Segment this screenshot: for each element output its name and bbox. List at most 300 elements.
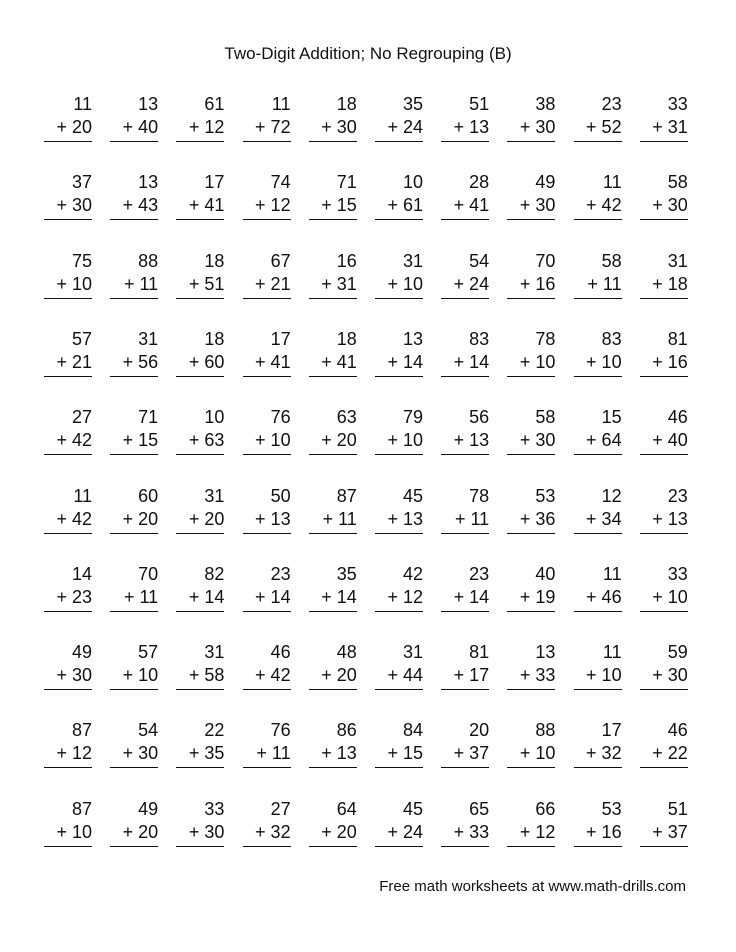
addend-bottom: + 16: [586, 821, 622, 842]
addition-problem: [307, 407, 357, 465]
addition-problem: [505, 564, 555, 622]
addition-problem: [505, 329, 555, 387]
addend-top: 13: [138, 94, 159, 114]
addition-problem: [572, 486, 622, 544]
addition-problem: [572, 94, 622, 152]
addend-bottom: + 24: [453, 273, 490, 294]
addend-top: 33: [204, 798, 225, 819]
answer-line: [176, 141, 224, 142]
addition-problem: [174, 564, 224, 622]
answer-line: [243, 454, 291, 455]
addition-problem: [174, 407, 224, 465]
addend-bottom: + 15: [122, 430, 159, 451]
addend-top: 53: [535, 485, 556, 506]
addend-top: 45: [402, 798, 423, 819]
addition-problem: [638, 564, 688, 622]
addend-bottom: + 12: [188, 117, 225, 137]
addition-problem: [108, 329, 158, 387]
answer-line: [110, 533, 158, 534]
addend-top: 78: [535, 328, 556, 349]
addend-top: 23: [270, 563, 291, 584]
addend-bottom: + 10: [652, 586, 688, 607]
addend-bottom: + 12: [387, 586, 423, 607]
answer-line: [44, 533, 92, 534]
addend-bottom: + 30: [56, 195, 92, 216]
addend-top: 12: [601, 485, 622, 506]
addend-bottom: + 31: [652, 117, 688, 137]
answer-line: [441, 611, 489, 612]
answer-line: [507, 533, 555, 534]
answer-line: [375, 611, 423, 612]
addend-top: 18: [336, 328, 357, 349]
answer-line: [375, 689, 423, 690]
addend-top: 82: [204, 563, 225, 584]
answer-line: [44, 611, 92, 612]
addition-problem: [108, 251, 158, 309]
answer-line: [507, 141, 555, 142]
addend-bottom: + 63: [188, 430, 225, 451]
addend-bottom: + 20: [321, 665, 357, 686]
addition-problem: [373, 486, 423, 544]
addition-problem: [42, 251, 92, 309]
addend-top: 46: [667, 720, 688, 741]
addend-top: 57: [138, 642, 159, 663]
addition-problem: [505, 642, 555, 700]
addend-bottom: + 10: [56, 821, 92, 842]
addition-problem: [108, 799, 158, 857]
answer-line: [243, 219, 291, 220]
answer-line: [441, 846, 489, 847]
addend-bottom: + 13: [453, 117, 490, 137]
addition-problem: [108, 94, 158, 152]
addend-top: 58: [601, 250, 622, 271]
addend-bottom: + 51: [188, 273, 225, 294]
answer-line: [441, 141, 489, 142]
addend-bottom: + 34: [586, 508, 622, 529]
addend-top: 54: [138, 720, 159, 741]
addend-bottom: + 14: [387, 351, 423, 372]
addition-problem: [174, 94, 224, 152]
addend-top: 76: [270, 720, 291, 741]
addition-problem: [373, 564, 423, 622]
addend-bottom: + 42: [56, 430, 92, 451]
addition-problem: [307, 329, 357, 387]
answer-line: [375, 767, 423, 768]
answer-line: [507, 376, 555, 377]
addend-bottom: + 33: [453, 821, 490, 842]
addend-bottom: + 20: [321, 430, 357, 451]
answer-line: [441, 767, 489, 768]
addition-problem: [439, 329, 489, 387]
addend-bottom: + 30: [56, 665, 92, 686]
addend-bottom: + 24: [387, 117, 423, 137]
answer-line: [640, 846, 688, 847]
addition-problem: [108, 407, 158, 465]
worksheet-title: Two-Digit Addition; No Regrouping (B): [224, 44, 512, 63]
addend-top: 65: [469, 798, 490, 819]
addend-bottom: + 58: [188, 665, 225, 686]
addition-problem: [373, 172, 423, 230]
addition-problem: [108, 172, 158, 230]
addend-bottom: + 36: [519, 508, 556, 529]
addition-problem: [108, 486, 158, 544]
answer-line: [243, 533, 291, 534]
addend-top: 14: [71, 563, 92, 584]
addend-bottom: + 20: [188, 508, 225, 529]
answer-line: [44, 219, 92, 220]
addend-top: 76: [270, 407, 291, 428]
addition-problem: [505, 172, 555, 230]
addition-problem: [373, 799, 423, 857]
addend-bottom: + 11: [454, 508, 490, 529]
answer-line: [309, 611, 357, 612]
addend-bottom: + 32: [255, 821, 291, 842]
addend-top: 86: [336, 720, 357, 741]
addend-bottom: + 21: [56, 351, 92, 372]
addend-bottom: + 14: [321, 586, 357, 607]
addend-bottom: + 15: [321, 195, 357, 216]
addition-problem: [638, 720, 688, 778]
addition-problem: [439, 486, 489, 544]
addend-top: 49: [535, 172, 556, 193]
answer-line: [574, 533, 622, 534]
addition-problem: [439, 94, 489, 152]
answer-line: [176, 219, 224, 220]
answer-line: [574, 689, 622, 690]
addition-problem: [42, 799, 92, 857]
addend-top: 42: [402, 563, 423, 584]
addition-problem: [42, 642, 92, 700]
answer-line: [44, 141, 92, 142]
addition-problem: [174, 172, 224, 230]
addend-top: 57: [71, 328, 92, 349]
addend-top: 31: [402, 642, 423, 663]
addend-top: 88: [535, 720, 556, 741]
answer-line: [309, 376, 357, 377]
answer-line: [441, 298, 489, 299]
addition-problem: [373, 94, 423, 152]
answer-line: [110, 611, 158, 612]
addend-top: 10: [402, 172, 423, 193]
answer-line: [574, 846, 622, 847]
addend-top: 45: [402, 485, 423, 506]
addend-bottom: + 40: [652, 430, 688, 451]
addend-bottom: + 30: [519, 430, 556, 451]
addend-bottom: + 30: [321, 117, 357, 137]
addend-top: 66: [535, 798, 556, 819]
addend-top: 17: [270, 328, 291, 349]
answer-line: [110, 689, 158, 690]
addend-bottom: + 13: [321, 743, 357, 764]
addend-bottom: + 60: [188, 351, 225, 372]
addition-problem: [638, 407, 688, 465]
addition-problem: [241, 720, 291, 778]
answer-line: [110, 141, 158, 142]
answer-line: [309, 298, 357, 299]
answer-line: [110, 846, 158, 847]
addition-problem: [638, 799, 688, 857]
addend-bottom: + 30: [652, 195, 688, 216]
answer-line: [375, 533, 423, 534]
addition-problem: [307, 720, 357, 778]
addition-problem: [439, 251, 489, 309]
addend-top: 59: [667, 642, 688, 663]
answer-line: [640, 376, 688, 377]
addition-problem: [439, 564, 489, 622]
addend-bottom: + 20: [122, 821, 159, 842]
addend-bottom: + 37: [453, 743, 490, 764]
addend-bottom: + 31: [321, 273, 357, 294]
answer-line: [176, 767, 224, 768]
addend-bottom: + 11: [123, 273, 159, 294]
addition-problem: [373, 407, 423, 465]
addition-problem: [572, 329, 622, 387]
addend-bottom: + 32: [586, 743, 622, 764]
answer-line: [309, 767, 357, 768]
addend-top: 81: [667, 328, 688, 349]
answer-line: [243, 141, 291, 142]
addend-bottom: + 16: [652, 351, 688, 372]
addend-top: 31: [204, 485, 225, 506]
addend-bottom: + 30: [652, 665, 688, 686]
answer-line: [574, 376, 622, 377]
answer-line: [110, 298, 158, 299]
answer-line: [176, 533, 224, 534]
addend-bottom: + 13: [255, 508, 291, 529]
addition-problem: [241, 329, 291, 387]
addend-top: 31: [402, 250, 423, 271]
addend-top: 79: [402, 407, 423, 428]
answer-line: [574, 611, 622, 612]
answer-line: [507, 454, 555, 455]
addition-problem: [307, 564, 357, 622]
answer-line: [441, 219, 489, 220]
addition-problem: [572, 642, 622, 700]
answer-line: [176, 689, 224, 690]
answer-line: [44, 454, 92, 455]
addition-problem: [572, 799, 622, 857]
addend-top: 40: [535, 563, 556, 584]
addend-bottom: + 11: [123, 586, 159, 607]
answer-line: [110, 376, 158, 377]
addend-bottom: + 11: [256, 743, 291, 764]
addend-top: 33: [667, 563, 688, 584]
addition-problem: [241, 799, 291, 857]
answer-line: [507, 689, 555, 690]
addend-top: 23: [469, 563, 490, 584]
addend-top: 10: [204, 407, 225, 428]
answer-line: [309, 141, 357, 142]
addend-bottom: + 41: [321, 351, 357, 372]
addition-problem: [241, 251, 291, 309]
answer-line: [640, 533, 688, 534]
addend-top: 15: [601, 407, 622, 428]
addend-top: 17: [601, 720, 622, 741]
addend-bottom: + 14: [453, 351, 490, 372]
answer-line: [243, 611, 291, 612]
addend-bottom: + 17: [453, 665, 490, 686]
addition-problem: [572, 172, 622, 230]
addend-bottom: + 19: [519, 586, 556, 607]
answer-line: [176, 376, 224, 377]
answer-line: [375, 141, 423, 142]
answer-line: [640, 611, 688, 612]
addend-top: 58: [535, 407, 556, 428]
addition-problem: [505, 94, 555, 152]
answer-line: [309, 533, 357, 534]
addend-top: 53: [601, 798, 622, 819]
addend-bottom: + 10: [122, 665, 159, 686]
addend-bottom: + 20: [122, 508, 159, 529]
addend-top: 27: [71, 407, 92, 428]
addend-bottom: + 10: [519, 743, 556, 764]
addend-bottom: + 33: [519, 665, 556, 686]
addition-problem: [307, 172, 357, 230]
addition-problem: [174, 329, 224, 387]
answer-line: [640, 454, 688, 455]
addend-top: 87: [336, 485, 357, 506]
addend-top: 17: [204, 172, 225, 193]
answer-line: [176, 298, 224, 299]
answer-line: [375, 376, 423, 377]
addition-problem: [307, 251, 357, 309]
addend-top: 56: [469, 407, 490, 428]
addend-bottom: + 22: [652, 743, 688, 764]
addend-bottom: + 11: [322, 508, 357, 529]
addend-bottom: + 42: [56, 508, 92, 529]
addition-problem: [42, 329, 92, 387]
answer-line: [176, 611, 224, 612]
answer-line: [309, 846, 357, 847]
addend-top: 35: [336, 563, 357, 584]
answer-line: [309, 454, 357, 455]
addend-bottom: + 43: [122, 195, 159, 216]
answer-line: [507, 219, 555, 220]
addend-top: 81: [469, 642, 490, 663]
addend-bottom: + 10: [387, 430, 423, 451]
answer-line: [507, 298, 555, 299]
addend-top: 84: [402, 720, 423, 741]
addition-problem: [307, 799, 357, 857]
addition-problem: [572, 251, 622, 309]
addition-problem: [439, 642, 489, 700]
addition-problem: [174, 251, 224, 309]
addend-top: 46: [270, 642, 291, 663]
addend-top: 11: [602, 563, 622, 584]
addend-bottom: + 40: [122, 117, 159, 137]
addend-top: 83: [601, 328, 622, 349]
addend-top: 16: [336, 250, 357, 271]
addition-problem: [241, 486, 291, 544]
addition-problem: [373, 251, 423, 309]
addition-problem: [174, 642, 224, 700]
addend-top: 13: [402, 328, 423, 349]
addend-top: 31: [204, 642, 225, 663]
addend-bottom: + 11: [587, 273, 622, 294]
addition-problem: [241, 564, 291, 622]
addend-top: 18: [204, 328, 225, 349]
addend-bottom: + 61: [387, 195, 423, 216]
addend-bottom: + 30: [188, 821, 225, 842]
addend-bottom: + 16: [519, 273, 556, 294]
addition-problem: [572, 407, 622, 465]
addend-bottom: + 42: [586, 195, 622, 216]
addend-bottom: + 46: [586, 586, 622, 607]
addend-bottom: + 15: [387, 743, 423, 764]
addition-problem: [108, 642, 158, 700]
addend-top: 11: [73, 94, 92, 114]
addend-bottom: + 64: [586, 430, 622, 451]
addition-problem: [42, 94, 92, 152]
addition-problem: [572, 720, 622, 778]
addend-top: 11: [602, 642, 622, 663]
addend-top: 71: [336, 172, 357, 193]
addend-top: 51: [667, 798, 688, 819]
addition-problem: [505, 407, 555, 465]
addition-problem: [439, 407, 489, 465]
addition-problem: [638, 251, 688, 309]
addend-top: 87: [71, 720, 92, 741]
addend-bottom: + 30: [519, 195, 556, 216]
addend-top: 70: [138, 563, 159, 584]
addend-bottom: + 35: [188, 743, 225, 764]
addend-top: 35: [402, 94, 423, 114]
answer-line: [243, 376, 291, 377]
addend-bottom: + 30: [519, 117, 556, 137]
addend-bottom: + 14: [188, 586, 225, 607]
answer-line: [507, 846, 555, 847]
addend-top: 27: [270, 798, 291, 819]
addition-problem: [638, 642, 688, 700]
footer-credit: Free math worksheets at www.math-drills.com: [379, 878, 686, 895]
answer-line: [375, 454, 423, 455]
answer-line: [375, 846, 423, 847]
answer-line: [44, 298, 92, 299]
addend-top: 28: [469, 172, 490, 193]
addend-top: 38: [535, 94, 556, 114]
addend-top: 83: [469, 328, 490, 349]
addition-problem: [373, 720, 423, 778]
addend-bottom: + 42: [255, 665, 291, 686]
answer-line: [574, 454, 622, 455]
addend-top: 67: [270, 250, 291, 271]
answer-line: [640, 298, 688, 299]
addition-problem: [241, 642, 291, 700]
addition-problem: [307, 642, 357, 700]
addend-bottom: + 20: [56, 117, 92, 137]
answer-line: [176, 846, 224, 847]
answer-line: [375, 219, 423, 220]
addend-top: 49: [138, 798, 159, 819]
addend-bottom: + 13: [387, 508, 423, 529]
addend-bottom: + 10: [255, 430, 291, 451]
addition-problem: [241, 94, 291, 152]
addition-problem: [241, 172, 291, 230]
answer-line: [441, 376, 489, 377]
addend-bottom: + 41: [188, 195, 225, 216]
addition-problem: [42, 564, 92, 622]
addition-problem: [505, 486, 555, 544]
addition-problem: [108, 564, 158, 622]
addend-top: 75: [71, 250, 92, 271]
addition-problem: [505, 799, 555, 857]
addend-bottom: + 13: [652, 508, 688, 529]
addend-top: 11: [73, 485, 92, 506]
answer-line: [44, 376, 92, 377]
addend-top: 23: [667, 485, 688, 506]
answer-line: [441, 689, 489, 690]
addend-bottom: + 12: [519, 821, 556, 842]
